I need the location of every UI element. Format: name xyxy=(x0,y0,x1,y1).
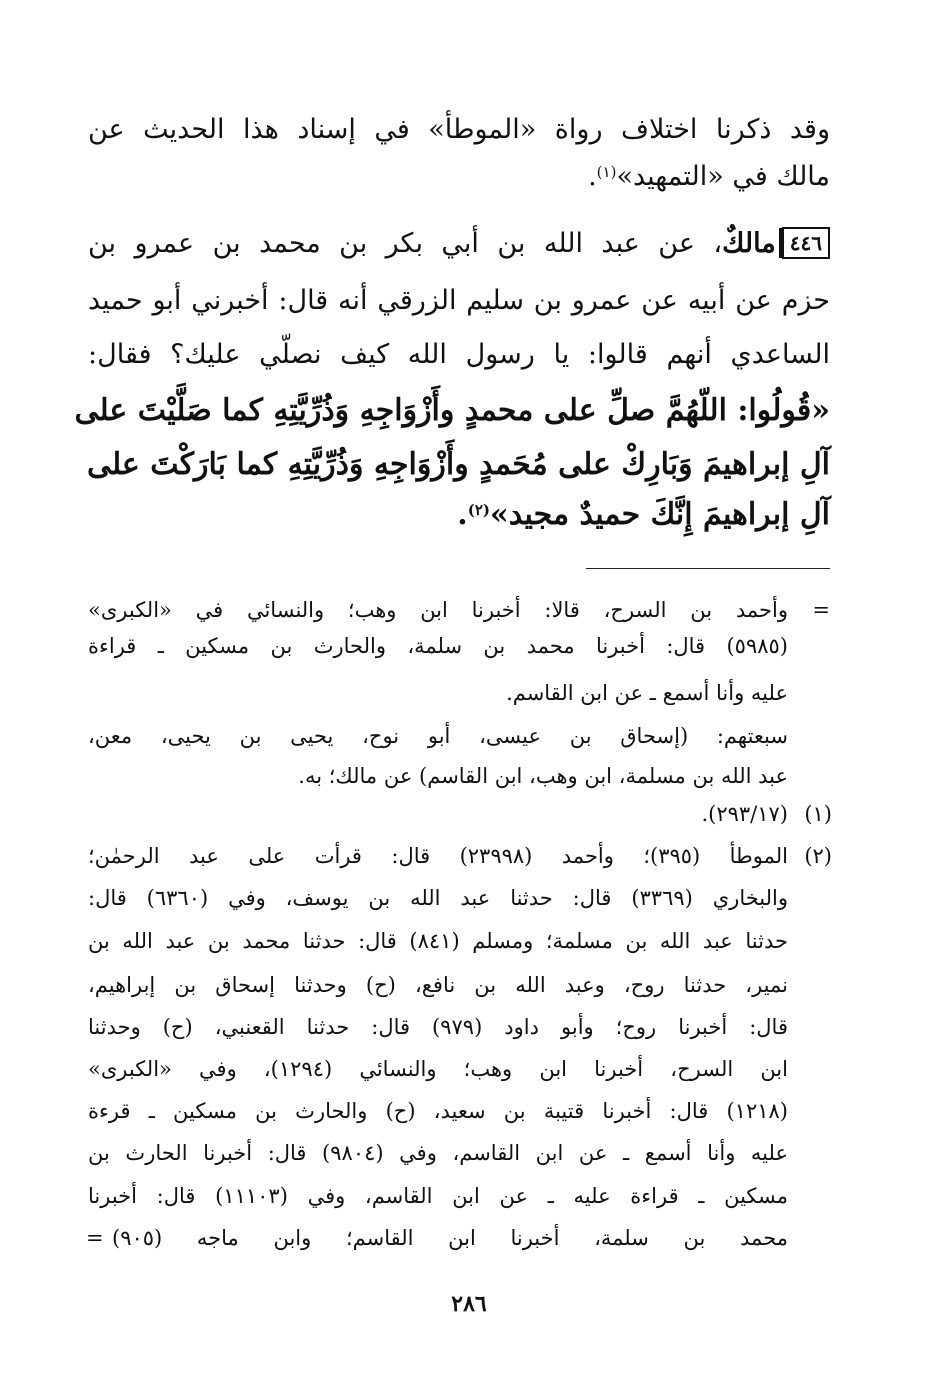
footnote-divider xyxy=(586,568,830,569)
footnote-ref-1: (١) xyxy=(596,163,617,181)
footnote-cont-line-5: عبد الله بن مسلمة، ابن وهب، ابن القاسم) عن مالك؛ به. xyxy=(298,764,788,788)
continuation-marker: = xyxy=(812,598,830,622)
footnote-continues-marker: = xyxy=(86,1226,104,1250)
hadith-line-3: الساعدي أنهم قالوا: يا رسول الله كيف نصلّي عليك؟ فقال: xyxy=(88,339,830,370)
hadith-line-4: «قُولُوا: اللّهُمَّ صلِّ على محمدٍ وأَزْوَاجِهِ وَذُرِّيَّتِهِ كما صَلَّيْتَ على xyxy=(74,393,830,428)
hadith-line-2: حزم عن أبيه عن عمرو بن سليم الزرقي أنه قال: أخبرني أبو حميد xyxy=(88,285,830,316)
footnote-2-line-6: ابن السرح، أخبرنا ابن وهب؛ والنسائي (١٢٩٤)، وفي «الكبرى» xyxy=(88,1057,788,1081)
hadith-line-1-text: ، عن عبد الله بن أبي بكر بن محمد بن عمرو بن xyxy=(88,228,723,259)
footnote-2-line-9: مسكين ـ قراءة عليه ـ عن ابن القاسم، وفي (١١١٠٣) قال: أخبرنا xyxy=(88,1184,788,1208)
footnote-1-text: (٢٩٣/١٧). xyxy=(701,802,788,826)
footnote-2-line-4: نمير، حدثنا روح، وعبد الله بن نافع، (ح) وحدثنا إسحاق بن إبراهيم، xyxy=(88,973,788,997)
paragraph-1-line-2-text: مالك في «التمهيد» xyxy=(616,161,830,192)
hadith-line-1 xyxy=(88,229,830,261)
footnote-2-marker: (٢) xyxy=(804,844,832,868)
paragraph-1-end-dot: . xyxy=(588,161,597,192)
paragraph-1-line-1: وقد ذكرنا اختلاف رواة «الموطأ» في إسناد هذا الحديث عن xyxy=(88,114,830,145)
page-number: ٢٨٦ xyxy=(451,1291,487,1317)
footnote-2-line-7: (١٢١٨) قال: أخبرنا قتيبة بن سعيد، (ح) والحارث بن مسكين ـ قرءة xyxy=(88,1099,788,1123)
footnote-2-line-3: حدثنا عبد الله بن مسلمة؛ ومسلم (٨٤١) قال: حدثنا محمد بن عبد الله بن xyxy=(88,929,788,953)
footnote-cont-line-2: (٥٩٨٥) قال: أخبرنا محمد بن سلمة، والحارث بن مسكين ـ قراءة xyxy=(88,634,788,658)
hadith-line-6-text: آلِ إبراهيمَ إِنَّكَ حميدٌ مجيد» xyxy=(490,497,830,532)
hadith-number-badge: ٤٤٦ xyxy=(782,227,830,259)
hadith-line-5: آلِ إبراهيمَ وَبَارِكْ على مُحَمدٍ وأَزْوَاجِهِ وَذُرِّيَّتِهِ كما بَارَكْتَ على xyxy=(87,447,830,482)
footnote-ref-2: (٢) xyxy=(467,501,491,519)
footnote-cont-line-4: سبعتهم: (إسحاق بن عيسى، أبو نوح، يحيى بن يحيى، معن، xyxy=(88,724,788,748)
hadith-end-dot: . xyxy=(457,497,468,532)
footnote-2-line-8: عليه وأنا أسمع ـ عن ابن القاسم، وفي (٩٨٠٤) قال: أخبرنا الحارث بن xyxy=(88,1141,789,1165)
footnote-cont-line-1: وأحمد بن السرح، قالا: أخبرنا ابن وهب؛ والنسائي في «الكبرى» xyxy=(88,598,788,622)
footnote-2-line-1: الموطأ (٣٩٥)؛ وأحمد (٢٣٩٩٨) قال: قرأت على عبد الرحمٰن؛ xyxy=(88,844,788,868)
hadith-line-6 xyxy=(457,497,830,532)
footnote-2-line-10: محمد بن سلمة، أخبرنا ابن القاسم؛ وابن ماجه (٩٠٥) xyxy=(112,1226,788,1250)
paragraph-1-line-2 xyxy=(588,163,830,190)
footnote-2-line-5: قال: أخبرنا روح؛ وأبو داود (٩٧٩) قال: حدثنا القعنبي، (ح) وحدثنا xyxy=(88,1015,788,1039)
footnote-cont-line-3: عليه وأنا أسمع ـ عن ابن القاسم. xyxy=(506,681,788,705)
footnote-1-marker: (١) xyxy=(804,802,832,826)
footnote-2-line-2: والبخاري (٣٣٦٩) قال: حدثنا عبد الله بن يوسف، وفي (٦٣٦٠) قال: xyxy=(88,886,788,910)
hadith-speaker: مالكٌ xyxy=(722,228,776,259)
